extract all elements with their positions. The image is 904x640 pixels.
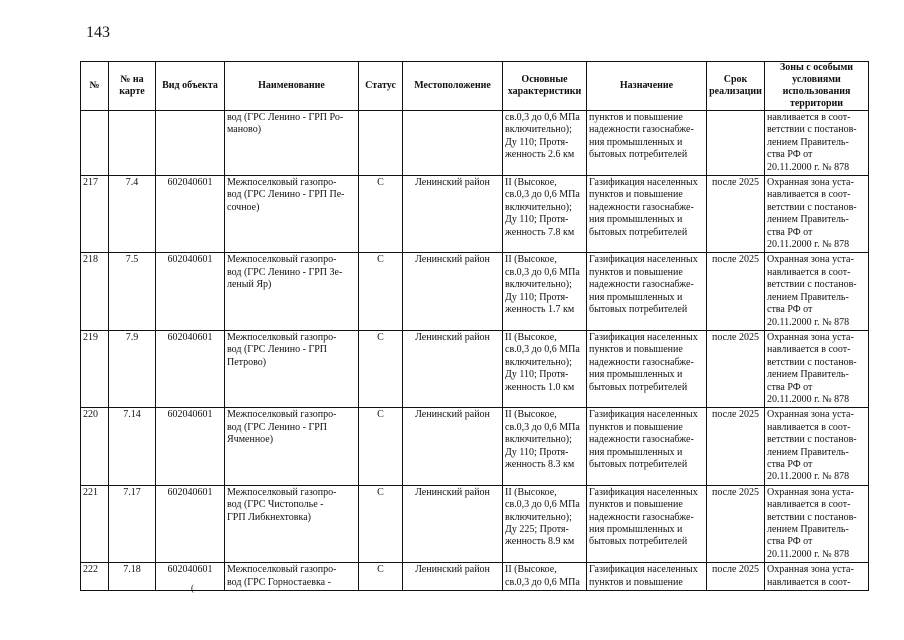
table-row bbox=[81, 176, 869, 253]
special-zone-line: навливается в соот- bbox=[767, 421, 851, 433]
characteristics-line: женность 1.7 км bbox=[505, 304, 575, 316]
object-name-line: маново) bbox=[227, 124, 262, 136]
characteristics-line: II (Высокое, bbox=[505, 486, 557, 498]
header-object-type: Вид объекта bbox=[156, 62, 225, 111]
object-name-line: Петрово) bbox=[227, 356, 267, 368]
object-type-code: 602040601 bbox=[156, 485, 225, 562]
characteristics-line: св.0,3 до 0,6 МПа bbox=[505, 344, 580, 356]
purpose-line: надежности газоснабже- bbox=[589, 201, 694, 213]
special-zone-line: навливается в соот- bbox=[767, 189, 851, 201]
header-term: Срок реализации bbox=[707, 62, 765, 111]
row-number bbox=[81, 111, 109, 176]
special-zone bbox=[765, 176, 869, 253]
special-zone-line: навливается в соот- bbox=[767, 344, 851, 356]
special-zone bbox=[765, 563, 869, 591]
header-name: Наименование bbox=[225, 62, 359, 111]
special-zone-line: навливается в соот- bbox=[767, 499, 851, 511]
table-row bbox=[81, 408, 869, 485]
purpose-line: пунктов и повышение bbox=[589, 112, 683, 123]
characteristics-line: Ду 110; Протя- bbox=[505, 291, 569, 303]
purpose bbox=[587, 485, 707, 562]
special-zone-line: ства РФ от bbox=[767, 536, 813, 548]
purpose-line: Газификация населенных bbox=[589, 409, 698, 421]
characteristics-line: св.0,3 до 0,6 МПа bbox=[505, 499, 580, 511]
map-number: 7.5 bbox=[109, 253, 156, 330]
special-zone-line: ства РФ от bbox=[767, 458, 813, 470]
object-name-line: сочное) bbox=[227, 201, 260, 213]
special-zone-line: ветствии с постанов- bbox=[767, 356, 857, 368]
purpose-line: надежности газоснабже- bbox=[589, 279, 694, 291]
characteristics-line: II (Высокое, bbox=[505, 177, 557, 189]
special-zone-line: ветствии с постанов- bbox=[767, 511, 857, 523]
table-row bbox=[81, 485, 869, 562]
purpose bbox=[587, 253, 707, 330]
object-name bbox=[225, 330, 359, 407]
purpose-line: бытовых потребителей bbox=[589, 536, 688, 548]
object-name bbox=[225, 485, 359, 562]
special-zone-line: лением Правитель- bbox=[767, 369, 849, 381]
map-number: 7.4 bbox=[109, 176, 156, 253]
purpose bbox=[587, 176, 707, 253]
object-name-line: Межпоселковый газопро- bbox=[227, 486, 337, 498]
purpose-line: бытовых потребителей bbox=[589, 149, 688, 161]
implementation-term: после 2025 bbox=[707, 253, 765, 330]
purpose-line: надежности газоснабже- bbox=[589, 356, 694, 368]
header-map-num: № на карте bbox=[109, 62, 156, 111]
object-type-code: 602040601 bbox=[156, 408, 225, 485]
purpose-line: пунктов и повышение bbox=[589, 266, 683, 278]
object-name-line: Межпоселковый газопро- bbox=[227, 177, 337, 189]
special-zone-line: ветствии с постанов- bbox=[767, 434, 857, 446]
status: С bbox=[359, 176, 403, 253]
object-name bbox=[225, 111, 359, 176]
special-zone-line: 20.11.2000 г. № 878 bbox=[767, 239, 850, 251]
object-name bbox=[225, 563, 359, 591]
map-number: 7.18 bbox=[109, 563, 156, 591]
header-characteristics: Основные характеристики bbox=[503, 62, 587, 111]
characteristics-line: включительно); bbox=[505, 434, 572, 446]
characteristics bbox=[503, 408, 587, 485]
characteristics bbox=[503, 111, 587, 176]
characteristics-line: включительно); bbox=[505, 356, 572, 368]
implementation-term: после 2025 bbox=[707, 330, 765, 407]
object-name-line: вод (ГРС Чистополье - bbox=[227, 499, 324, 511]
header-purpose: Назначение bbox=[587, 62, 707, 111]
header-num: № bbox=[81, 62, 109, 111]
object-name-line: вод (ГРС Ленино - ГРП bbox=[227, 344, 328, 356]
row-number: 219 bbox=[81, 330, 109, 407]
header-status: Статус bbox=[359, 62, 403, 111]
status bbox=[359, 111, 403, 176]
special-zone-line: ства РФ от bbox=[767, 381, 813, 393]
purpose-line: ния промышленных и bbox=[589, 446, 683, 458]
purpose bbox=[587, 111, 707, 176]
special-zone-line: лением Правитель- bbox=[767, 136, 849, 148]
purpose bbox=[587, 563, 707, 591]
status: С bbox=[359, 253, 403, 330]
object-type-code bbox=[156, 111, 225, 176]
purpose-line: бытовых потребителей bbox=[589, 381, 688, 393]
special-zone-line: лением Правитель- bbox=[767, 291, 849, 303]
object-name bbox=[225, 253, 359, 330]
characteristics-line: II (Высокое, bbox=[505, 331, 557, 343]
characteristics-line: II (Высокое, bbox=[505, 254, 557, 266]
table-body bbox=[81, 111, 869, 591]
row-number: 217 bbox=[81, 176, 109, 253]
special-zone-line: 20.11.2000 г. № 878 bbox=[767, 161, 850, 173]
object-type-code: 602040601 bbox=[156, 176, 225, 253]
map-number: 7.9 bbox=[109, 330, 156, 407]
implementation-term: после 2025 bbox=[707, 408, 765, 485]
purpose-line: пунктов и повышение bbox=[589, 421, 683, 433]
object-name-line: леный Яр) bbox=[227, 279, 272, 291]
purpose-line: Газификация населенных bbox=[589, 254, 698, 266]
characteristics-line: св.0,3 до 0,6 МПа bbox=[505, 266, 580, 278]
characteristics-line: женность 8.3 км bbox=[505, 458, 575, 470]
map-number: 7.14 bbox=[109, 408, 156, 485]
object-type-code: 602040601 bbox=[156, 253, 225, 330]
map-number bbox=[109, 111, 156, 176]
header-zones: Зоны с особыми условиями использования территории bbox=[765, 62, 869, 111]
implementation-term bbox=[707, 111, 765, 176]
special-zone-line: Охранная зона уста- bbox=[767, 331, 854, 343]
special-zone-line: Охранная зона уста- bbox=[767, 177, 854, 189]
table-row bbox=[81, 253, 869, 330]
header-location: Местоположение bbox=[403, 62, 503, 111]
purpose-line: Газификация населенных bbox=[589, 331, 698, 343]
table-row bbox=[81, 563, 869, 591]
special-zone-line: Охранная зона уста- bbox=[767, 254, 854, 266]
purpose-line: пунктов и повышение bbox=[589, 344, 683, 356]
object-name-line: вод (ГРС Горностаевка - bbox=[227, 576, 331, 588]
object-name-line: Межпоселковый газопро- bbox=[227, 409, 337, 421]
purpose-line: бытовых потребителей bbox=[589, 458, 688, 470]
characteristics-line: женность 7.8 км bbox=[505, 226, 575, 238]
object-name-line: вод (ГРС Ленино - ГРП Ро- bbox=[227, 112, 344, 123]
location: Ленинский район bbox=[403, 408, 503, 485]
characteristics-line: II (Высокое, bbox=[505, 409, 557, 421]
object-name-line: вод (ГРС Ленино - ГРП Пе- bbox=[227, 189, 345, 201]
stray-mark: ( bbox=[191, 583, 194, 593]
status: С bbox=[359, 408, 403, 485]
object-name-line: Ячменное) bbox=[227, 434, 274, 446]
special-zone-line: 20.11.2000 г. № 878 bbox=[767, 471, 850, 483]
characteristics bbox=[503, 176, 587, 253]
characteristics-line: Ду 110; Протя- bbox=[505, 369, 569, 381]
special-zone-line: лением Правитель- bbox=[767, 214, 849, 226]
characteristics bbox=[503, 253, 587, 330]
row-number: 218 bbox=[81, 253, 109, 330]
special-zone-line: навливается в соот- bbox=[767, 266, 851, 278]
characteristics bbox=[503, 563, 587, 591]
purpose bbox=[587, 408, 707, 485]
implementation-term: после 2025 bbox=[707, 176, 765, 253]
special-zone-line: ства РФ от bbox=[767, 304, 813, 316]
purpose-line: ния промышленных и bbox=[589, 369, 683, 381]
special-zone-line: Охранная зона уста- bbox=[767, 486, 854, 498]
object-name-line: Межпоселковый газопро- bbox=[227, 331, 337, 343]
purpose-line: надежности газоснабже- bbox=[589, 434, 694, 446]
characteristics-line: включительно); bbox=[505, 124, 572, 136]
purpose-line: надежности газоснабже- bbox=[589, 511, 694, 523]
table-row bbox=[81, 111, 869, 176]
map-number: 7.17 bbox=[109, 485, 156, 562]
location bbox=[403, 111, 503, 176]
characteristics-line: св.0,3 до 0,6 МПа bbox=[505, 421, 580, 433]
special-zone-line: ства РФ от bbox=[767, 149, 813, 161]
object-name bbox=[225, 408, 359, 485]
special-zone-line: Охранная зона уста- bbox=[767, 564, 854, 576]
special-zone-line: ветствии с постанов- bbox=[767, 124, 857, 136]
status: С bbox=[359, 330, 403, 407]
characteristics bbox=[503, 330, 587, 407]
location: Ленинский район bbox=[403, 330, 503, 407]
characteristics-line: Ду 110; Протя- bbox=[505, 136, 569, 148]
special-zone-line: Охранная зона уста- bbox=[767, 409, 854, 421]
purpose-line: пунктов и повышение bbox=[589, 576, 683, 588]
object-name-line: Межпоселковый газопро- bbox=[227, 564, 337, 576]
special-zone-line: 20.11.2000 г. № 878 bbox=[767, 316, 850, 328]
purpose-line: бытовых потребителей bbox=[589, 304, 688, 316]
characteristics-line: св.0,3 до 0,6 МПа bbox=[505, 576, 580, 588]
object-name-line: вод (ГРС Ленино - ГРП Зе- bbox=[227, 266, 343, 278]
purpose-line: пунктов и повышение bbox=[589, 499, 683, 511]
characteristics-line: св.0,3 до 0,6 МПа bbox=[505, 189, 580, 201]
purpose-line: Газификация населенных bbox=[589, 486, 698, 498]
purpose-line: надежности газоснабже- bbox=[589, 124, 694, 136]
purpose-line: ния промышленных и bbox=[589, 524, 683, 535]
object-name-line: ГРП Либкнехтовка) bbox=[227, 511, 311, 523]
characteristics-line: Ду 225; Протя- bbox=[505, 524, 569, 535]
characteristics-line: включительно); bbox=[505, 201, 572, 213]
implementation-term: после 2025 bbox=[707, 485, 765, 562]
purpose-line: Газификация населенных bbox=[589, 564, 698, 576]
implementation-term: после 2025 bbox=[707, 563, 765, 591]
location: Ленинский район bbox=[403, 563, 503, 591]
special-zone bbox=[765, 485, 869, 562]
characteristics bbox=[503, 485, 587, 562]
characteristics-line: Ду 110; Протя- bbox=[505, 214, 569, 226]
characteristics-line: II (Высокое, bbox=[505, 564, 557, 576]
special-zone-line: навливается в соот- bbox=[767, 576, 851, 588]
special-zone bbox=[765, 111, 869, 176]
status: С bbox=[359, 563, 403, 591]
purpose-line: Газификация населенных bbox=[589, 177, 698, 189]
special-zone-line: 20.11.2000 г. № 878 bbox=[767, 548, 850, 560]
row-number: 220 bbox=[81, 408, 109, 485]
special-zone bbox=[765, 253, 869, 330]
special-zone bbox=[765, 408, 869, 485]
object-type-code: 602040601 bbox=[156, 563, 225, 591]
table-header-row bbox=[81, 62, 869, 111]
location: Ленинский район bbox=[403, 253, 503, 330]
purpose bbox=[587, 330, 707, 407]
characteristics-line: св.0,3 до 0,6 МПа bbox=[505, 112, 580, 123]
object-name-line: Межпоселковый газопро- bbox=[227, 254, 337, 266]
purpose-line: ния промышленных и bbox=[589, 136, 683, 148]
object-type-code: 602040601 bbox=[156, 330, 225, 407]
row-number: 221 bbox=[81, 485, 109, 562]
characteristics-line: женность 2.6 км bbox=[505, 149, 575, 161]
purpose-line: ния промышленных и bbox=[589, 291, 683, 303]
characteristics-line: женность 8.9 км bbox=[505, 536, 575, 548]
special-zone-line: ства РФ от bbox=[767, 226, 813, 238]
special-zone-line: ветствии с постанов- bbox=[767, 201, 857, 213]
status: С bbox=[359, 485, 403, 562]
purpose-line: бытовых потребителей bbox=[589, 226, 688, 238]
object-name bbox=[225, 176, 359, 253]
gas-pipeline-table bbox=[80, 61, 869, 591]
special-zone-line: 20.11.2000 г. № 878 bbox=[767, 393, 850, 405]
location: Ленинский район bbox=[403, 485, 503, 562]
special-zone-line: ветствии с постанов- bbox=[767, 279, 857, 291]
special-zone-line: лением Правитель- bbox=[767, 446, 849, 458]
characteristics-line: Ду 110; Протя- bbox=[505, 446, 569, 458]
characteristics-line: включительно); bbox=[505, 279, 572, 291]
page-number: 143 bbox=[86, 24, 110, 41]
purpose-line: пунктов и повышение bbox=[589, 189, 683, 201]
row-number: 222 bbox=[81, 563, 109, 591]
object-name-line: вод (ГРС Ленино - ГРП bbox=[227, 421, 328, 433]
table-row bbox=[81, 330, 869, 407]
purpose-line: ния промышленных и bbox=[589, 214, 683, 226]
special-zone-line: навливается в соот- bbox=[767, 112, 851, 123]
characteristics-line: женность 1.0 км bbox=[505, 381, 575, 393]
characteristics-line: включительно); bbox=[505, 511, 572, 523]
special-zone-line: лением Правитель- bbox=[767, 524, 849, 535]
special-zone bbox=[765, 330, 869, 407]
location: Ленинский район bbox=[403, 176, 503, 253]
